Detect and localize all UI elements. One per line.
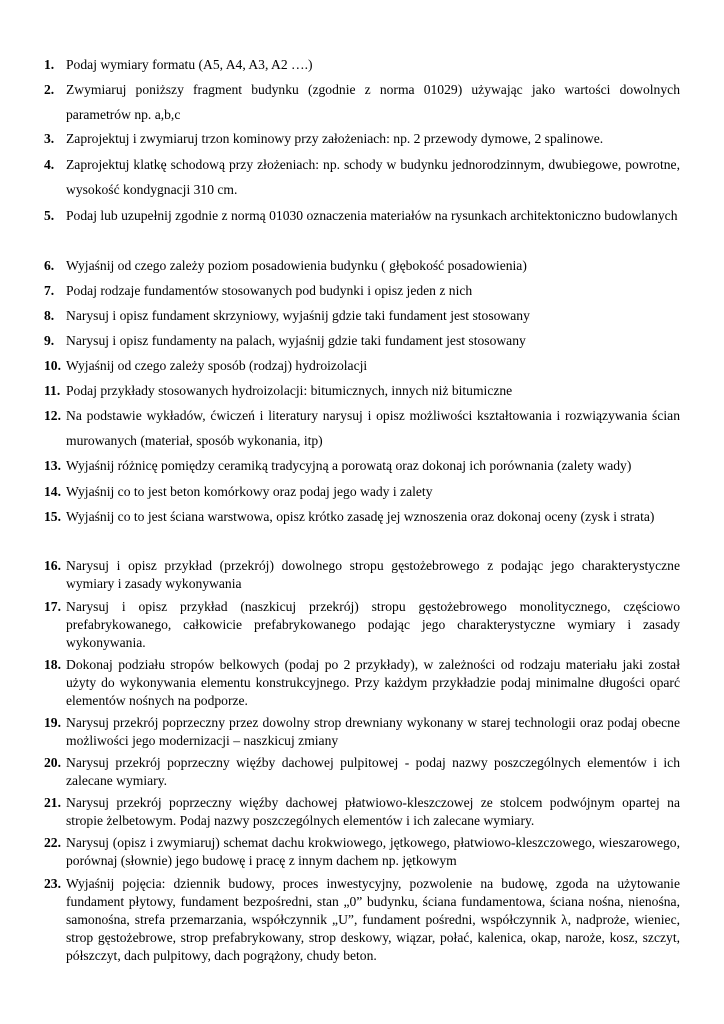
question-text: Wyjaśnij co to jest ściana warstwowa, opisz krótko zasadę jej wznoszenia oraz dokonaj oceny (zysk i strata) xyxy=(66,509,655,524)
question-item xyxy=(44,875,680,965)
question-item xyxy=(44,453,680,478)
question-item xyxy=(44,278,680,303)
question-text: Narysuj i opisz fundamenty na palach, wyjaśnij gdzie taki fundament jest stosowany xyxy=(66,333,526,348)
question-number: 10. xyxy=(44,358,61,373)
question-number: 17. xyxy=(44,599,61,614)
question-text: Zaprojektuj i zwymiaruj trzon kominowy przy założeniach: np. 2 przewody dymowe, 2 spalinowe. xyxy=(66,131,604,146)
question-item xyxy=(44,598,680,652)
question-number: 9. xyxy=(44,333,55,348)
question-number: 8. xyxy=(44,308,55,323)
question-item xyxy=(44,504,680,529)
question-number: 11. xyxy=(44,383,61,398)
question-number: 6. xyxy=(44,258,55,273)
question-text: Wyjaśnij od czego zależy sposób (rodzaj) hydroizolacji xyxy=(66,358,368,373)
question-item xyxy=(44,656,680,710)
question-item xyxy=(44,152,680,202)
question-number: 2. xyxy=(44,82,55,97)
question-number: 23. xyxy=(44,876,61,891)
question-number: 20. xyxy=(44,755,61,770)
question-item xyxy=(44,253,680,278)
question-item xyxy=(44,754,680,790)
question-item xyxy=(44,557,680,593)
question-item xyxy=(44,794,680,830)
question-item xyxy=(44,378,680,403)
question-number: 16. xyxy=(44,558,61,573)
question-number: 22. xyxy=(44,835,61,850)
question-text: Narysuj przekrój poprzeczny przez dowolny strop drewniany wykonany w starej technologii oraz podaj obecne możliwości jego modernizacji – naszkicuj zmiany xyxy=(66,715,680,748)
question-item xyxy=(44,303,680,328)
question-text: Podaj wymiary formatu (A5, A4, A3, A2 ….) xyxy=(66,57,313,72)
question-text: Narysuj przekrój poprzeczny więźby dachowej pulpitowej - podaj nazwy poszczególnych elementów i ich zalecane wymiary. xyxy=(66,755,680,788)
question-item xyxy=(44,714,680,750)
question-item xyxy=(44,479,680,504)
question-text: Narysuj i opisz przykład (naszkicuj przekrój) stropu gęstożebrowego monolitycznego, częściowo prefabrykowanego, całkowicie prefabrykowanego podając jego charakterystyczne wymiary i zasady wykonywania. xyxy=(66,599,680,650)
question-text: Wyjaśnij od czego zależy poziom posadowienia budynku ( głębokość posadowienia) xyxy=(66,258,527,273)
question-text: Narysuj i opisz przykład (przekrój) dowolnego stropu gęstożebrowego z podając jego charakterystyczne wymiary i zasady wykonywania xyxy=(66,558,680,591)
question-text: Zaprojektuj klatkę schodową przy złożeniach: np. schody w budynku jednorodzinnym, dwubiegowe, powrotne, wysokość kondygnacji 310 cm. xyxy=(66,157,680,197)
question-text: Narysuj (opisz i zwymiaruj) schemat dachu krokwiowego, jętkowego, płatwiowo-kleszczowego, wieszarowego, porównaj (słownie) jego budowę i pracę z innym dachem np. jętkowym xyxy=(66,835,680,868)
question-item xyxy=(44,834,680,870)
question-text: Wyjaśnij pojęcia: dziennik budowy, proces inwestycyjny, pozwolenie na budowę, zgoda na użytowanie fundament płytowy, fundament bezpośredni, stan „0” budynku, ściana fundamentowa, ściana nośna, nienośna, samonośna, strefa przemarzania, współczynnik „U”, fundament pośredni, współczynnik λ, nadproże, wieniec, strop gęstożebrowe, strop prefabrykowany, strop deskowy, wiązar, połać, kalenica, okap, naroże, kosz, szczyt, półszczyt, dach pulpitowy, dach pogrążony, chudy beton. xyxy=(66,876,680,963)
question-number: 21. xyxy=(44,795,61,810)
question-number: 12. xyxy=(44,408,61,423)
question-number: 18. xyxy=(44,657,61,672)
question-number: 1. xyxy=(44,57,55,72)
question-text: Podaj przykłady stosowanych hydroizolacji: bitumicznych, innych niż bitumiczne xyxy=(66,383,513,398)
question-number: 14. xyxy=(44,484,61,499)
question-text: Dokonaj podziału stropów belkowych (podaj po 2 przykłady), w zależności od rodzaju materiału jaki został użyty do wykonywania elementu konstrukcyjnego. Przy każdym przykładzie podaj minimalne długości oparć elementów nośnych na podporze. xyxy=(66,657,680,708)
question-number: 4. xyxy=(44,157,55,172)
question-item xyxy=(44,52,680,77)
question-item xyxy=(44,203,680,228)
question-number: 19. xyxy=(44,715,61,730)
question-item xyxy=(44,126,680,151)
question-item xyxy=(44,353,680,378)
question-number: 15. xyxy=(44,509,61,524)
question-number: 5. xyxy=(44,208,55,223)
question-text: Na podstawie wykładów, ćwiczeń i literatury narysuj i opisz możliwości kształtowania i rozwiązywania ścian murowanych (materiał, sposób wykonania, itp) xyxy=(66,408,680,448)
question-item xyxy=(44,328,680,353)
question-text: Zwymiaruj poniższy fragment budynku (zgodnie z norma 01029) używając jako wartości dowolnych parametrów np. a,b,c xyxy=(66,82,680,122)
question-text: Podaj rodzaje fundamentów stosowanych pod budynki i opisz jeden z nich xyxy=(66,283,473,298)
question-number: 13. xyxy=(44,458,61,473)
question-text: Wyjaśnij różnicę pomiędzy ceramiką tradycyjną a porowatą oraz dokonaj ich porównania (zalety wady) xyxy=(66,458,632,473)
question-text: Wyjaśnij co to jest beton komórkowy oraz podaj jego wady i zalety xyxy=(66,484,433,499)
question-number: 3. xyxy=(44,131,55,146)
question-text: Podaj lub uzupełnij zgodnie z normą 01030 oznaczenia materiałów na rysunkach architektoniczno budowlanych xyxy=(66,208,678,223)
question-text: Narysuj i opisz fundament skrzyniowy, wyjaśnij gdzie taki fundament jest stosowany xyxy=(66,308,530,323)
question-text: Narysuj przekrój poprzeczny więźby dachowej płatwiowo-kleszczowej ze stolcem podwójnym opartej na stropie żelbetowym. Podaj nazwy poszczególnych elementów i ich zalecane wymiary. xyxy=(66,795,680,828)
question-item xyxy=(44,77,680,127)
question-item xyxy=(44,403,680,453)
question-number: 7. xyxy=(44,283,55,298)
